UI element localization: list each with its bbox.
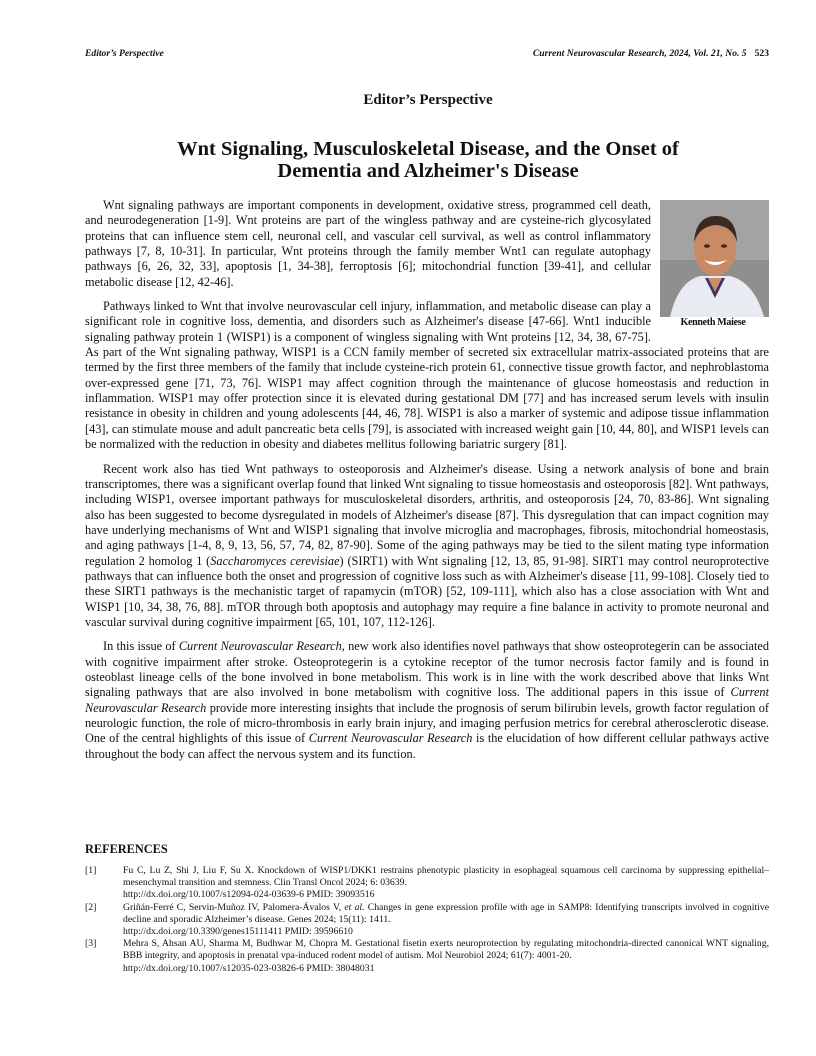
reference-item bbox=[85, 938, 769, 975]
species-name: Saccharomyces cerevisiae bbox=[210, 553, 340, 568]
paragraph-3 bbox=[85, 462, 769, 631]
paragraph-4-text: In this issue of bbox=[103, 639, 179, 654]
title-line-1: Wnt Signaling, Musculoskeletal Disease, and the Onset of bbox=[177, 138, 679, 160]
reference-text: Changes in gene expression profile with age in SAMP8: Identifying transcripts involved in cognitive decline and sporadic Alzheimer’s disease. Genes 2024; 15(11): 1411. bbox=[123, 901, 769, 925]
reference-etal: et al. bbox=[344, 901, 365, 913]
author-photo bbox=[657, 200, 769, 329]
reference-number: [3] bbox=[85, 938, 97, 950]
page-number: 523 bbox=[754, 48, 769, 59]
reference-text: Fu C, Lu Z, Shi J, Liu F, Su X. Knockdown of WISP1/DKK1 restrains phenotypic plasticity in esophageal squamous cell carcinoma by suppressing epithelial–mesenchymal transition and stemness. Clin Transl Oncol 2024; 6: 03639. bbox=[123, 865, 769, 889]
reference-link[interactable]: http://dx.doi.org/10.3390/genes15111411 PMID: 39596610 bbox=[123, 926, 353, 938]
journal-name: Current Neurovascular Research bbox=[85, 685, 769, 715]
references-heading: REFERENCES bbox=[85, 842, 168, 856]
reference-text: Mehra S, Ahsan AU, Sharma M, Budhwar M, Chopra M. Gestational fisetin exerts neuroprotection by regulating mitochondria-directed canonical WNT signaling, BBB integrity, and apoptosis in prenatal vpa-induced rodent model of autism. Mol Neurobiol 2024; 61(7): 4001-20. bbox=[123, 938, 769, 962]
paragraph-4-text: is the elucidation of how different cellular pathways active throughout the body can affect the nervous system and its function. bbox=[85, 731, 769, 761]
reference-link[interactable]: http://dx.doi.org/10.1007/s12035-023-03826-6 PMID: 38048031 bbox=[123, 962, 375, 974]
journal-name: Current Neurovascular Research bbox=[308, 731, 473, 746]
paragraph-2-text: Pathways linked to Wnt that involve neurovascular cell injury, inflammation, and metabolic disease can play a significant role in cognitive loss, dementia, and disorders such as Alzheimer's disease [47-66]. Wnt1 inducible signaling pathway protein 1 (WISP1) is a component of wingless signaling with Wnt proteins [12, 34, 38, 67-75]. As part of the Wnt signaling pathway, WISP1 is a CCN family member of secreted six extracellular matrix-associated proteins that are termed by the first three members of the family that include cysteine-rich protein 61, connective tissue growth factor, and nephroblastoma over-expressed gene [71, 73, 76]. WISP1 may affect cognition through the maintenance of glucose homeostasis and reduction in inflammation. WISP1 may offer protection since it is elevated during gestational DM [77] and has increased serum levels with insulin resistance in obesity in children and young adolescents [44, 46, 78]. WISP1 is also a marker of systemic and adipose tissue inflammation [43], can stimulate mouse and adult pancreatic beta cells [79], is associated with increased weight gain [10, 44, 80], and WISP1 levels can be normalized with the reduction in obesity and diabetes mellitus following bariatric surgery [81]. bbox=[85, 299, 769, 452]
section-label: Editor’s Perspective bbox=[363, 92, 493, 108]
reference-item bbox=[85, 902, 769, 939]
article-title bbox=[0, 138, 816, 182]
author-photo-caption: Kenneth Maiese bbox=[680, 317, 746, 328]
paragraph-4 bbox=[85, 639, 769, 762]
running-head-journal bbox=[533, 48, 769, 59]
journal-name: Current Neurovascular Research bbox=[178, 639, 342, 654]
reference-text: Griñán-Ferré C, Servin-Muñoz IV, Palomera-Ávalos V, bbox=[123, 901, 345, 913]
reference-item bbox=[85, 865, 769, 902]
journal-citation: Current Neurovascular Research, 2024, Vol. 21, No. 5 bbox=[532, 48, 747, 59]
reference-list bbox=[85, 865, 769, 975]
paragraph-3-text: Recent work also has tied Wnt pathways to osteoporosis and Alzheimer's disease. Using a network analysis of bone and brain transcriptomes, there was a significant overlap found that linked Wnt signaling to tissue homeostasis and osteoporosis [82]. Wnt pathways, including WISP1, oversee important pathways for musculoskeletal disorders, arthritis, and osteoporosis [24, 70, 83-86]. Wnt signaling also has been suggested to become dysregulated in models of Alzheimer's disease [87]. This dysregulation that can impact cognition may have underlying mechanisms of Wnt and WISP1 signaling that involve microglia and macrophages, fibrosis, mitochondrial homeostasis, and aging pathways [1-4, 8, 9, 13, 56, 57, 74, 82, 87-90]. Some of the aging pathways may be tied to the silent mating type information regulation 2 homolog 1 ( bbox=[85, 461, 769, 568]
paragraph-4-text: , new work also identifies novel pathways that show osteoprotegerin can be associated with cognitive impairment after stroke. Osteoprotegerin is a cytokine receptor of the tumor necrosis factor family and is found in osteoblast lineage cells of the bone involved in bone metabolism. This work is in line with the work described above that links Wnt signaling pathways that are also involved in bone metabolism with cognitive loss. The additional papers in this issue of bbox=[85, 639, 769, 700]
running-head bbox=[85, 48, 769, 59]
reference-number: [2] bbox=[85, 901, 97, 913]
paragraph-4-text: provide more interesting insights that include the prognosis of serum bilirubin levels, growth factor regulation of neurologic function, the role of micro-thrombosis in early brain injury, and imaging perfusion metrics for cerebral atherosclerotic disease. One of the central highlights of this issue of bbox=[85, 700, 769, 746]
paragraph-1-text: Wnt signaling pathways are important components in development, oxidative stress, programmed cell death, and neurodegeneration [1-9]. Wnt proteins are part of the wingless pathway and are cysteine-rich glycosylated proteins that can influence stem cell, neuronal cell, and vascular cell survival, as well as control inflammatory pathways [7, 8, 10-31]. In particular, Wnt proteins through the family member Wnt1 can regulate autophagy pathways [6, 26, 32, 33], apoptosis [1, 34-38], ferroptosis [6]; mitochondrial function [39-41], and cellular metabolic disease [12, 42-46]. bbox=[85, 198, 651, 289]
reference-link[interactable]: http://dx.doi.org/10.1007/s12094-024-03639-6 PMID: 39093516 bbox=[123, 889, 375, 901]
article-body bbox=[85, 198, 769, 771]
paragraph-3-text: ) (SIRT1) with Wnt signaling [12, 13, 85, 91-98]. SIRT1 may control neuroprotective pathways that can influence both the onset and progression of cognitive loss such as with Alzheimer's disease [11, 99-108]. Closely tied to these SIRT1 pathways is the mechanistic target of rapamycin (mTOR) [52, 109-111], which also has a close association with Wnt and WISP1 [10, 34, 38, 76, 88]. mTOR through both apoptosis and autophagy may require a fine balance in activity to promote neuronal and vascular survival during cognitive impairment [65, 101, 107, 112-126]. bbox=[85, 553, 769, 629]
author-portrait-image bbox=[660, 200, 769, 317]
running-head-section: Editor’s Perspective bbox=[85, 48, 164, 59]
reference-number: [1] bbox=[85, 865, 97, 876]
title-line-2: Dementia and Alzheimer's Disease bbox=[277, 160, 579, 182]
